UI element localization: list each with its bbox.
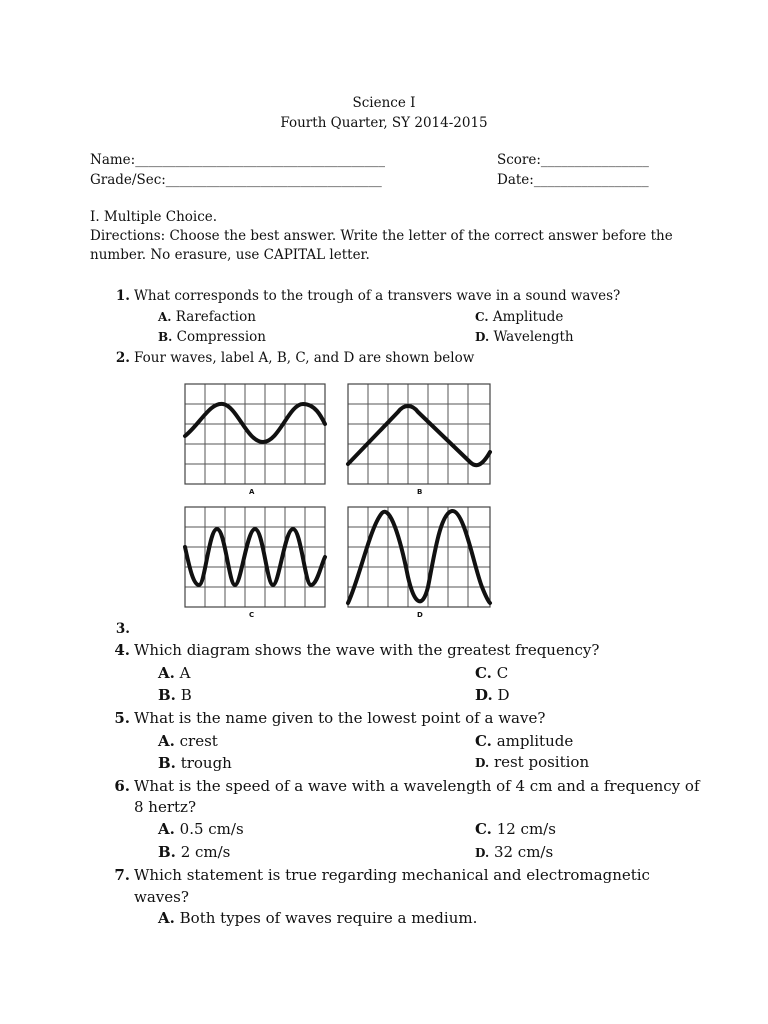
grade-field: Grade/Sec:________________________________ — [90, 172, 382, 188]
q6-option-c: C. 12 cm/s — [475, 820, 556, 838]
section-heading: I. Multiple Choice. — [90, 209, 218, 225]
wave-d — [348, 511, 490, 603]
q5-option-a: A. crest — [158, 732, 218, 750]
q1-option-c: C. Amplitude — [475, 309, 564, 325]
question-7: 7. Which statement is true regarding mechanical and electromagnetic — [114, 866, 650, 884]
wave-label-d: D — [417, 611, 423, 619]
question-3: 3. — [115, 621, 130, 637]
q6-option-b: B. 2 cm/s — [158, 843, 231, 861]
question-6-line-2: 8 hertz? — [134, 798, 196, 816]
name-field: Name:_____________________________________ — [90, 152, 385, 168]
wave-c — [185, 529, 325, 585]
wave-label-c: C — [249, 611, 255, 619]
question-text: What corresponds to the trough of a transvers wave in a sound waves? — [134, 288, 621, 304]
wave-panel-b — [348, 384, 490, 496]
score-field: Score:________________ — [497, 152, 649, 168]
question-4: 4. Which diagram shows the wave with the greatest frequency? — [114, 641, 600, 659]
q4-option-d: D. D — [475, 686, 510, 704]
question-5: 5. What is the name given to the lowest point of a wave? — [114, 709, 546, 727]
wave-diagrams — [180, 380, 495, 620]
q5-option-b: B. trough — [158, 754, 232, 772]
wave-a — [185, 404, 325, 442]
question-6: 6. What is the speed of a wave with a wavelength of 4 cm and a frequency of — [114, 777, 700, 795]
q1-option-b: B. Compression — [158, 329, 266, 345]
q1-option-d: D. Wavelength — [475, 329, 574, 345]
q6-option-d: D. 32 cm/s — [475, 843, 554, 861]
q4-option-c: C. C — [475, 664, 509, 682]
wave-label-a: A — [249, 488, 255, 496]
question-number: 1. — [115, 288, 130, 304]
wave-panel-d — [348, 507, 490, 619]
q5-option-d: D. rest position — [475, 753, 590, 771]
doc-title: Science I — [352, 95, 416, 111]
wave-panel-a — [185, 384, 325, 496]
q7-option-a: A. Both types of waves require a medium. — [158, 909, 478, 927]
q6-option-a: A. 0.5 cm/s — [158, 820, 244, 838]
question-2: 2. Four waves, label A, B, C, and D are shown below — [115, 350, 475, 366]
date-field: Date:_________________ — [497, 172, 649, 188]
directions-line-2: number. No erasure, use CAPITAL letter. — [90, 247, 370, 263]
wave-panel-c — [185, 507, 325, 619]
wave-b — [348, 406, 490, 465]
q4-option-a: A. A — [158, 664, 191, 682]
directions-line-1: Directions: Choose the best answer. Write the letter of the correct answer before the — [90, 228, 673, 244]
q1-option-a: A. Rarefaction — [158, 309, 256, 325]
question-1 — [110, 288, 620, 304]
question-7-line-2: waves? — [134, 888, 189, 906]
q4-option-b: B. B — [158, 686, 192, 704]
doc-subtitle: Fourth Quarter, SY 2014-2015 — [280, 115, 488, 131]
wave-label-b: B — [417, 488, 423, 496]
q5-option-c: C. amplitude — [475, 732, 574, 750]
